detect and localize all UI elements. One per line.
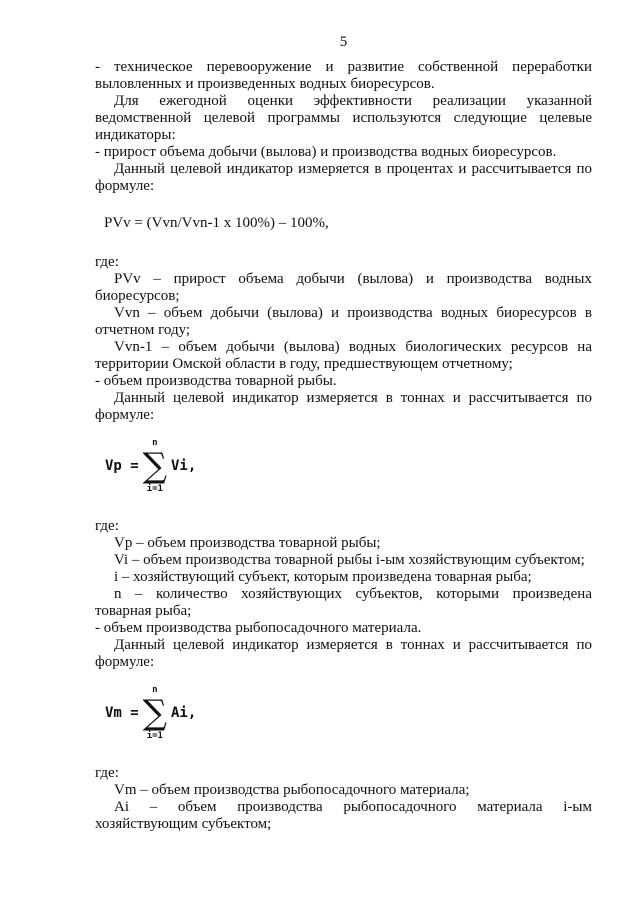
document-page bbox=[95, 34, 592, 833]
paragraph-indicators-intro: Для ежегодной оценки эффективности реализации указанной ведомственной целевой программы используются следующие целевые индикаторы: bbox=[95, 93, 592, 143]
where-label: где: bbox=[95, 765, 119, 781]
definition-vvn: Vvn – объем добычи (вылова) и производства водных биоресурсов в отчетном году; bbox=[95, 305, 592, 338]
paragraph-measured-tons: Данный целевой индикатор измеряется в тоннах и рассчитывается по формуле: bbox=[95, 390, 592, 423]
paragraph-measured-tons-2: Данный целевой индикатор измеряется в тоннах и рассчитывается по формуле: bbox=[95, 637, 592, 670]
formula-vm bbox=[105, 677, 592, 749]
summation-upper-limit: n bbox=[152, 685, 158, 695]
definition-vp: Vp – объем производства товарной рыбы; bbox=[114, 535, 381, 551]
paragraph-indicator-commercial-fish: - объем производства товарной рыбы. bbox=[95, 373, 337, 389]
where-label: где: bbox=[95, 254, 119, 270]
summation-icon bbox=[143, 685, 167, 741]
formula-vp-term: Vi, bbox=[171, 457, 197, 474]
paragraph-indicator-fingerlings: - объем производства рыбопосадочного материала. bbox=[95, 620, 422, 636]
sigma-symbol: ∑ bbox=[142, 446, 167, 486]
paragraph-modernization: - техническое перевооружение и развитие собственной переработки выловленных и произведенных водных биоресурсов. bbox=[95, 59, 592, 92]
sigma-symbol: ∑ bbox=[142, 693, 167, 733]
definition-pvv: PVv – прирост объема добычи (вылова) и производства водных биоресурсов; bbox=[95, 271, 592, 304]
formula-vp-lhs: Vp = bbox=[105, 457, 139, 474]
definition-vi: Vi – объем производства товарной рыбы i-ым хозяйствующим субъектом; bbox=[114, 552, 585, 568]
page-number: 5 bbox=[339, 34, 348, 50]
formula-pvv: PVv = (Vvn/Vvn-1 x 100%) – 100%, bbox=[104, 215, 329, 231]
summation-lower-limit: i=1 bbox=[146, 731, 163, 741]
formula-vp bbox=[105, 430, 592, 502]
paragraph-indicator-catch-growth: - прирост объема добычи (вылова) и производства водных биоресурсов. bbox=[95, 144, 557, 160]
definition-i: i – хозяйствующий субъект, которым произведена товарная рыба; bbox=[114, 569, 532, 585]
summation-icon bbox=[143, 438, 167, 494]
summation-upper-limit: n bbox=[152, 438, 158, 448]
summation-lower-limit: i=1 bbox=[146, 484, 163, 494]
definition-n: n – количество хозяйствующих субъектов, которыми произведена товарная рыба; bbox=[95, 586, 592, 619]
definition-vm: Vm – объем производства рыбопосадочного материала; bbox=[114, 782, 470, 798]
definition-vvn-1: Vvn-1 – объем добычи (вылова) водных биологических ресурсов на территории Омской области в году, предшествующем отчетному; bbox=[95, 339, 592, 372]
definition-ai: Ai – объем производства рыбопосадочного материала i-ым хозяйствующим субъектом; bbox=[95, 799, 592, 832]
formula-vm-lhs: Vm = bbox=[105, 704, 139, 721]
formula-vm-term: Ai, bbox=[171, 704, 197, 721]
where-label: где: bbox=[95, 518, 119, 534]
paragraph-measured-percent: Данный целевой индикатор измеряется в процентах и рассчитывается по формуле: bbox=[95, 161, 592, 194]
